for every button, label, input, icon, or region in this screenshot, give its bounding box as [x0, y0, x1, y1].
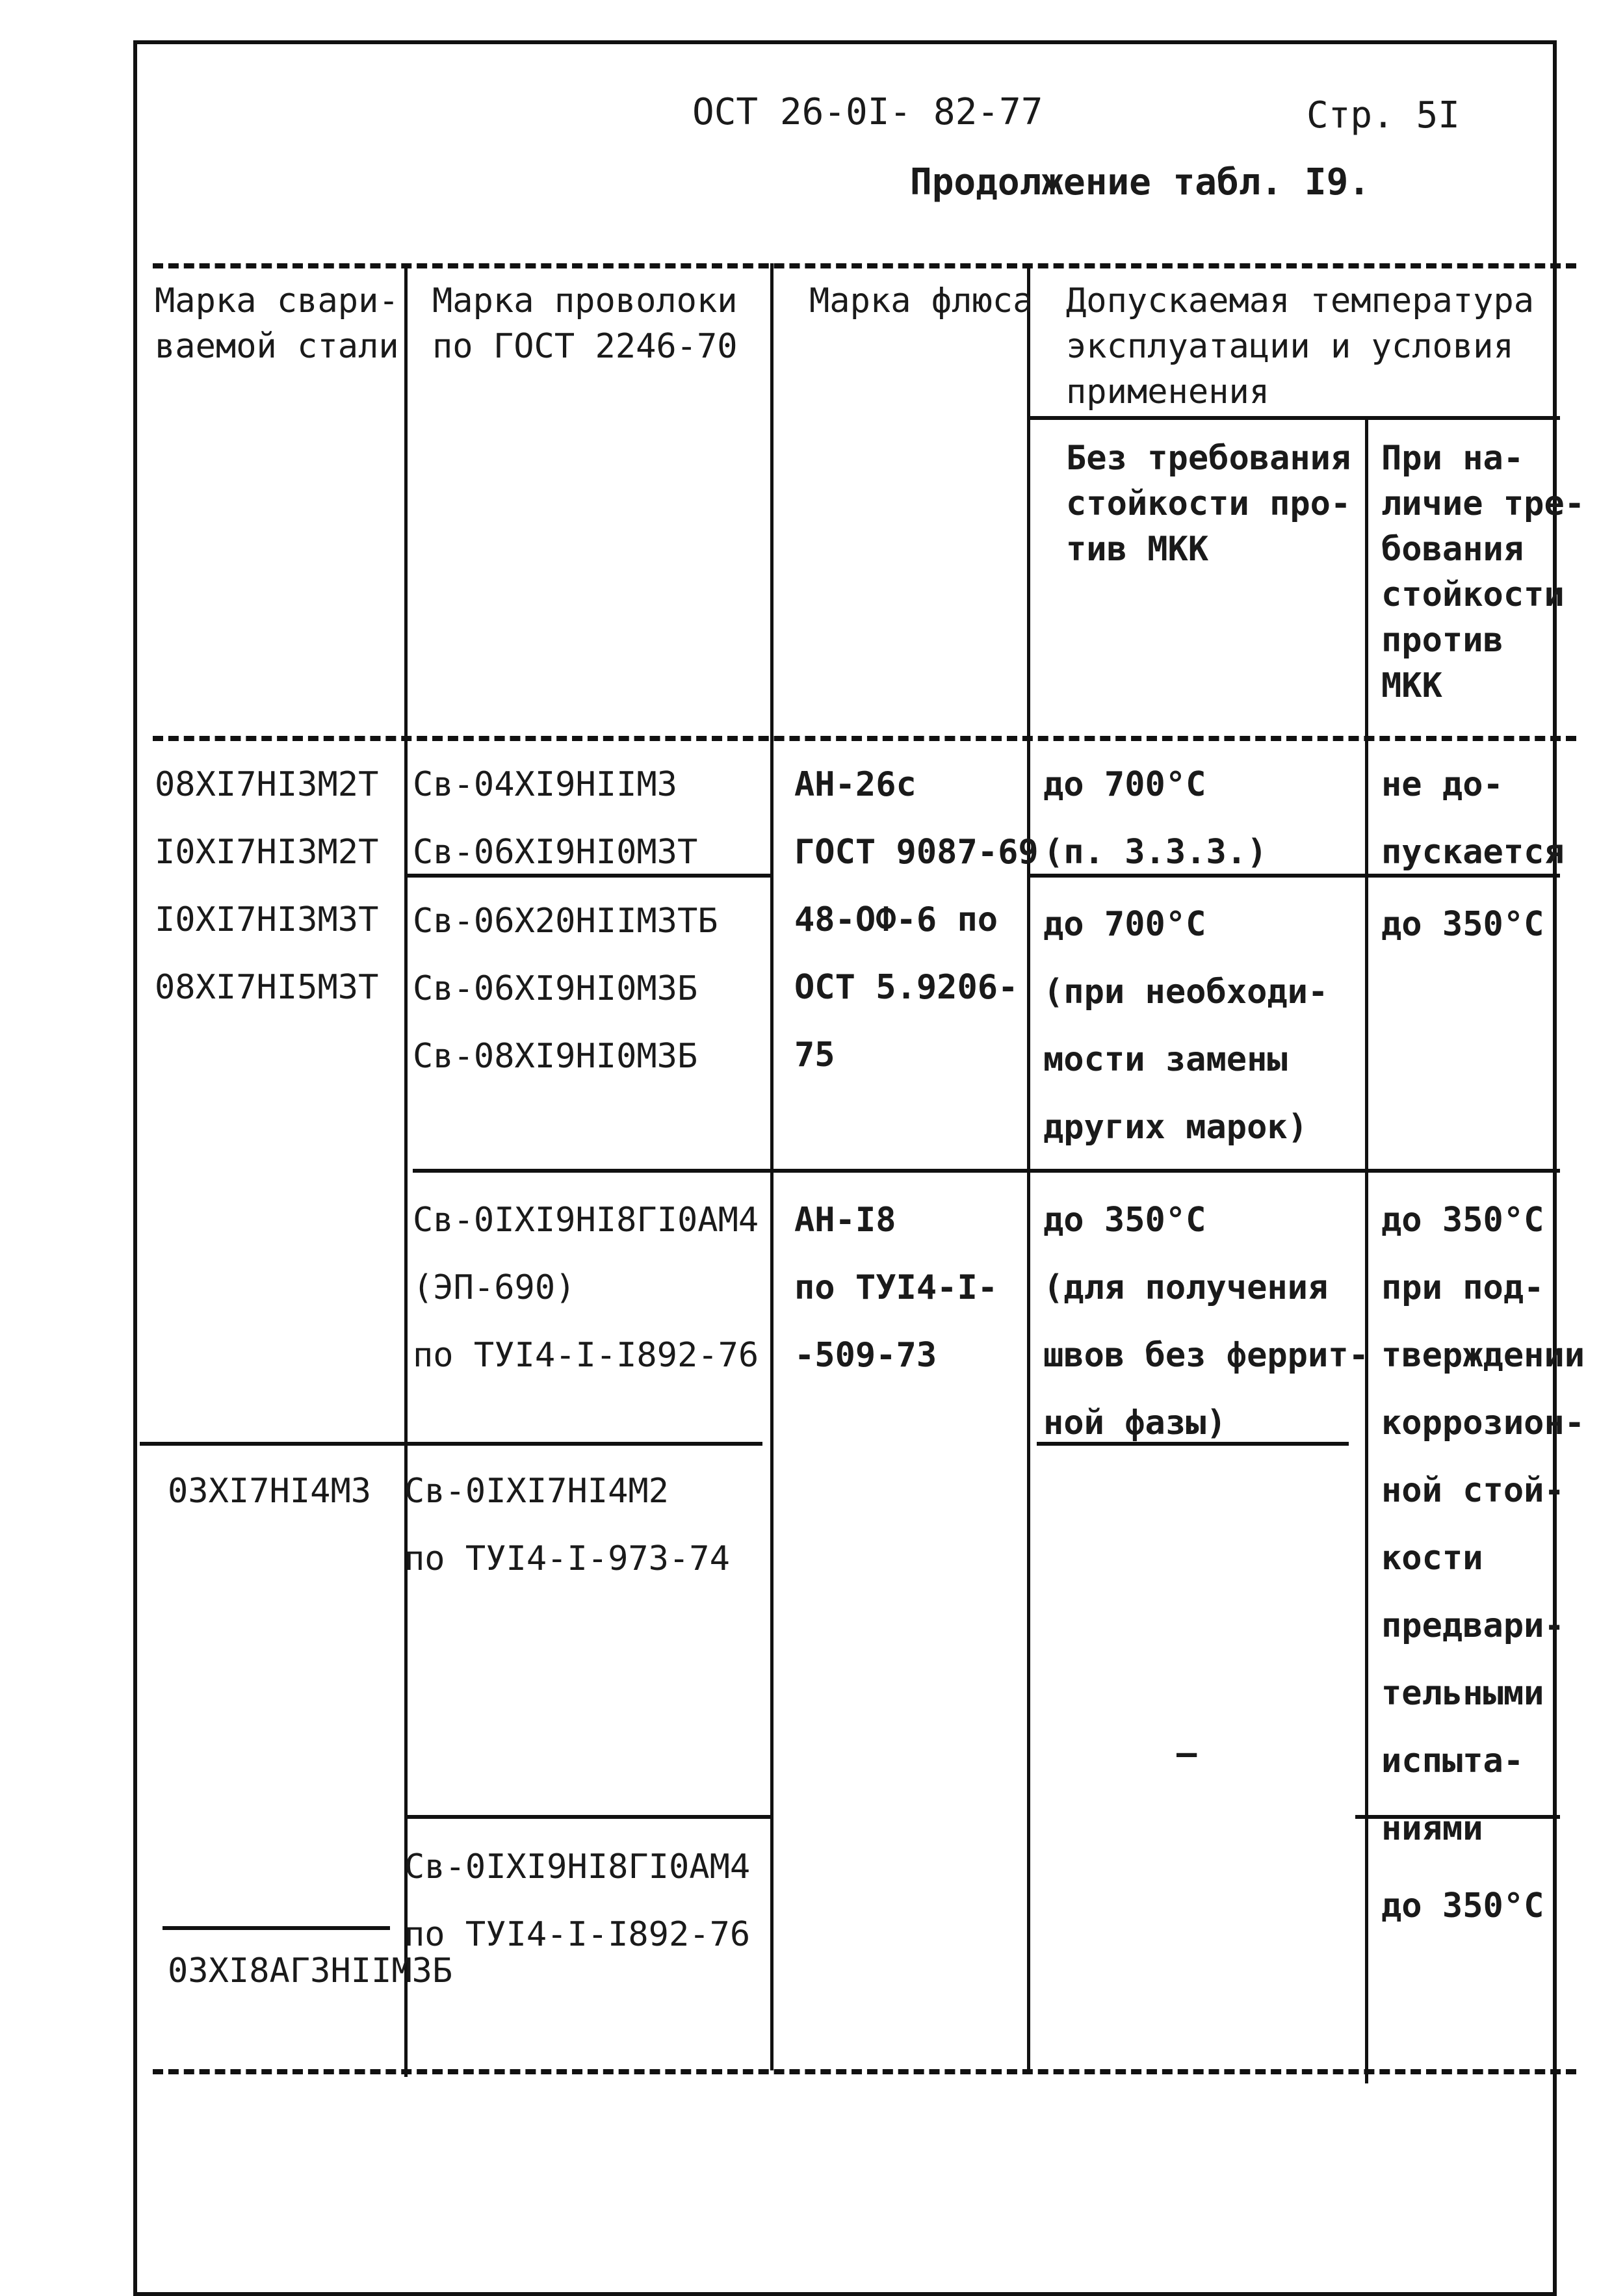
column-divider-steel — [404, 263, 408, 2077]
header-bottom-rule — [153, 736, 1576, 741]
group2-temp-req: до 350°С при под- тверждении коррозион- ной стой- кости предвари- тельными испыта- ниями — [1381, 1201, 1585, 1848]
column-header-temp-no-requirement: Без требования стойкости про- тив МКК — [1066, 439, 1351, 569]
standard-number: ОСТ 26-0I- 82-77 — [692, 91, 1043, 133]
rule-group4-wire — [404, 1815, 770, 1819]
group4-temp-req: до 350°С — [1381, 1886, 1544, 1925]
rule-group4-steel — [162, 1926, 390, 1930]
column-header-wire: Марка проволоки по ГОСТ 2246-70 — [432, 281, 738, 366]
group1-flux: АН-26с ГОСТ 9087-69 48-ОФ-6 по ОСТ 5.9206- 75 — [794, 765, 1039, 1075]
group3-steel: 03XI7HI4M3 — [168, 1472, 372, 1511]
group1-wire-grades-b: Св-06X20HIIM3ТБ Св-06XI9HI0M3Б Св-08XI9HI0M3Б — [413, 902, 718, 1076]
column-header-steel: Марка свари- ваемой стали — [155, 281, 399, 366]
column-divider-wire — [770, 263, 774, 2070]
group1-temp-b: до 700°С (при необходи- мости замены других марок) — [1043, 905, 1329, 1147]
group1-wire-grades-a: Св-04XI9HIIM3 Св-06XI9HI0M3T — [413, 765, 698, 872]
table-top-rule — [153, 263, 1576, 268]
rule-group2 — [413, 1169, 1560, 1173]
column-header-temp-requirement: При на- личие тре- бования стойкости против МКК — [1381, 439, 1585, 705]
group2-flux: АН-I8 по ТУI4-I- -509-73 — [794, 1201, 998, 1375]
group2-temp: до 350°С (для получения швов без феррит- ной фазы) — [1043, 1201, 1369, 1442]
group2-wire: Св-0IXI9HI8ГI0AM4 (ЭП-690) по ТУI4-I-I892-76 — [413, 1201, 759, 1375]
group1-temp-req-a: не до- пускается — [1381, 765, 1565, 872]
column-header-temp: Допускаемая температура эксплуатации и условия применения — [1066, 281, 1535, 411]
group3-wire: Св-0IXI7HI4M2 по ТУI4-I-973-74 — [404, 1472, 730, 1578]
group1-temp-a: до 700°С (п. 3.3.3.) — [1043, 765, 1268, 872]
page-number: Стр. 5I — [1306, 94, 1461, 137]
group1-steel-grades: 08XI7HI3M2T I0XI7HI3M2T I0XI7HI3M3T 08XI7HI5M3T — [155, 765, 379, 1007]
group3-temp-dash: — — [1176, 1734, 1197, 1773]
group1-temp-req-b: до 350°С — [1381, 905, 1544, 944]
column-header-flux: Марка флюса — [809, 281, 1034, 320]
group4-wire: Св-0IXI9HI8ГI0AM4 по ТУI4-I-I892-76 — [404, 1847, 751, 1954]
table-continuation: Продолжение табл. I9. — [910, 161, 1371, 203]
column-divider-flux — [1027, 263, 1030, 2070]
group4-steel: 03XI8AГ3HIIM3Б — [168, 1951, 453, 1990]
rule-group3 — [140, 1442, 762, 1446]
table-bottom-rule — [153, 2069, 1576, 2074]
temp-subheader-rule — [1027, 416, 1560, 420]
